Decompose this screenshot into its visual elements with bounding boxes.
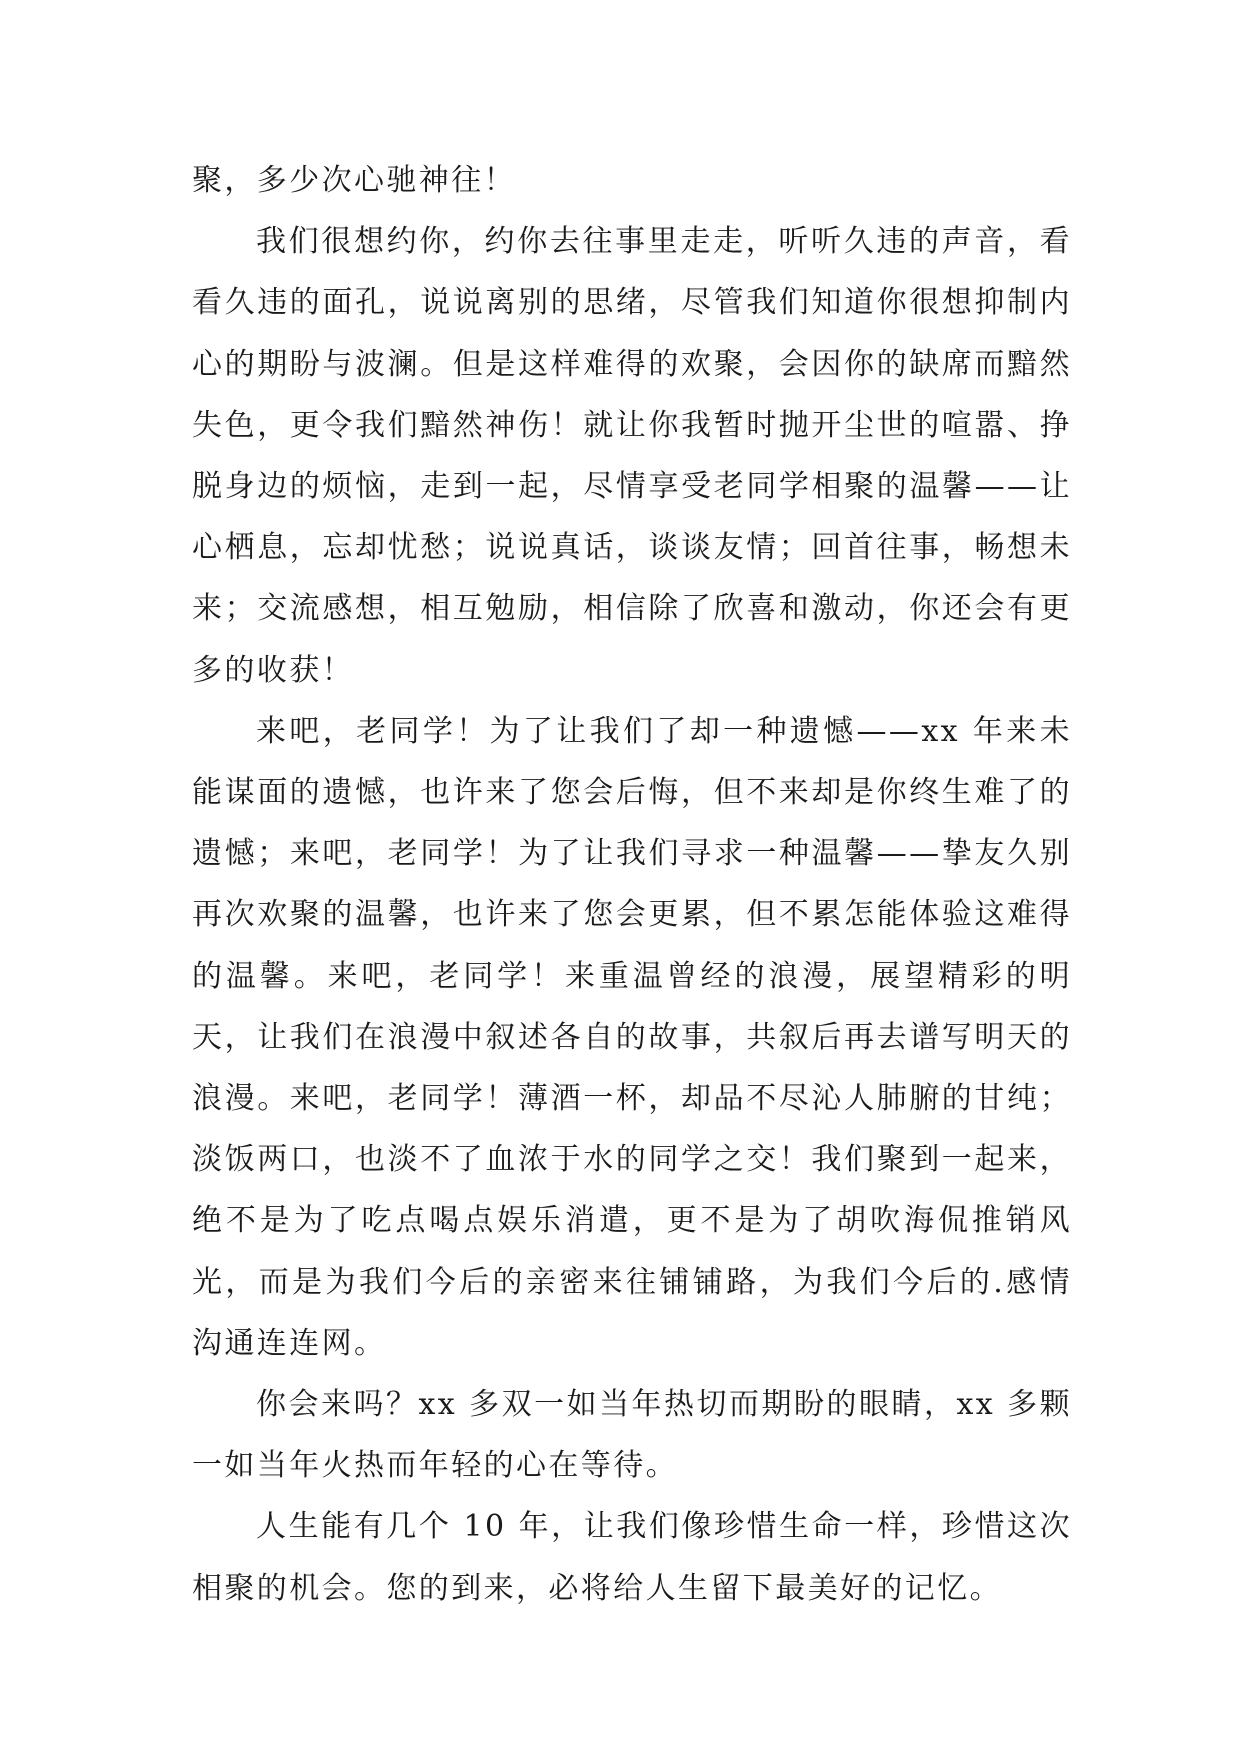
document-body bbox=[192, 150, 1072, 1619]
paragraph-3: 来吧，老同学！为了让我们了却一种遗憾——xx 年来未能谋面的遗憾，也许来了您会后悔，但不来却是你终生难了的遗憾；来吧，老同学！为了让我们寻求一种温馨——挚友久别再次欢聚的温馨，也许来了您会更累，但不累怎能体验这难得的温馨。来吧，老同学！来重温曾经的浪漫，展望精彩的明天，让我们在浪漫中叙述各自的故事，共叙后再去谱写明天的浪漫。来吧，老同学！薄酒一杯，却品不尽沁人肺腑的甘纯；淡饭两口，也淡不了血浓于水的同学之交！我们聚到一起来，绝不是为了吃点喝点娱乐消遣，更不是为了胡吹海侃推销风光，而是为我们今后的亲密来往铺铺路，为我们今后的.感情沟通连连网。 bbox=[192, 713, 1072, 1361]
paragraph-4: 你会来吗？xx 多双一如当年热切而期盼的眼睛，xx 多颗一如当年火热而年轻的心在等待。 bbox=[192, 1387, 1072, 1484]
paragraph-1: 聚，多少次心驰神往！ bbox=[192, 163, 516, 198]
paragraph-2: 我们很想约你，约你去往事里走走，听听久违的声音，看看久违的面孔，说说离别的思绪，尽管我们知道你很想抑制内心的期盼与波澜。但是这样难得的欢聚，会因你的缺席而黯然失色，更令我们黯然神伤！就让你我暂时抛开尘世的喧嚣、挣脱身边的烦恼，走到一起，尽情享受老同学相聚的温馨——让心栖息，忘却忧愁；说说真话，谈谈友情；回首往事，畅想未来；交流感想，相互勉励，相信除了欣喜和激动，你还会有更多的收获！ bbox=[192, 224, 1072, 688]
paragraph-5: 人生能有几个 10 年，让我们像珍惜生命一样，珍惜这次相聚的机会。您的到来，必将给人生留下最美好的记忆。 bbox=[192, 1509, 1072, 1606]
